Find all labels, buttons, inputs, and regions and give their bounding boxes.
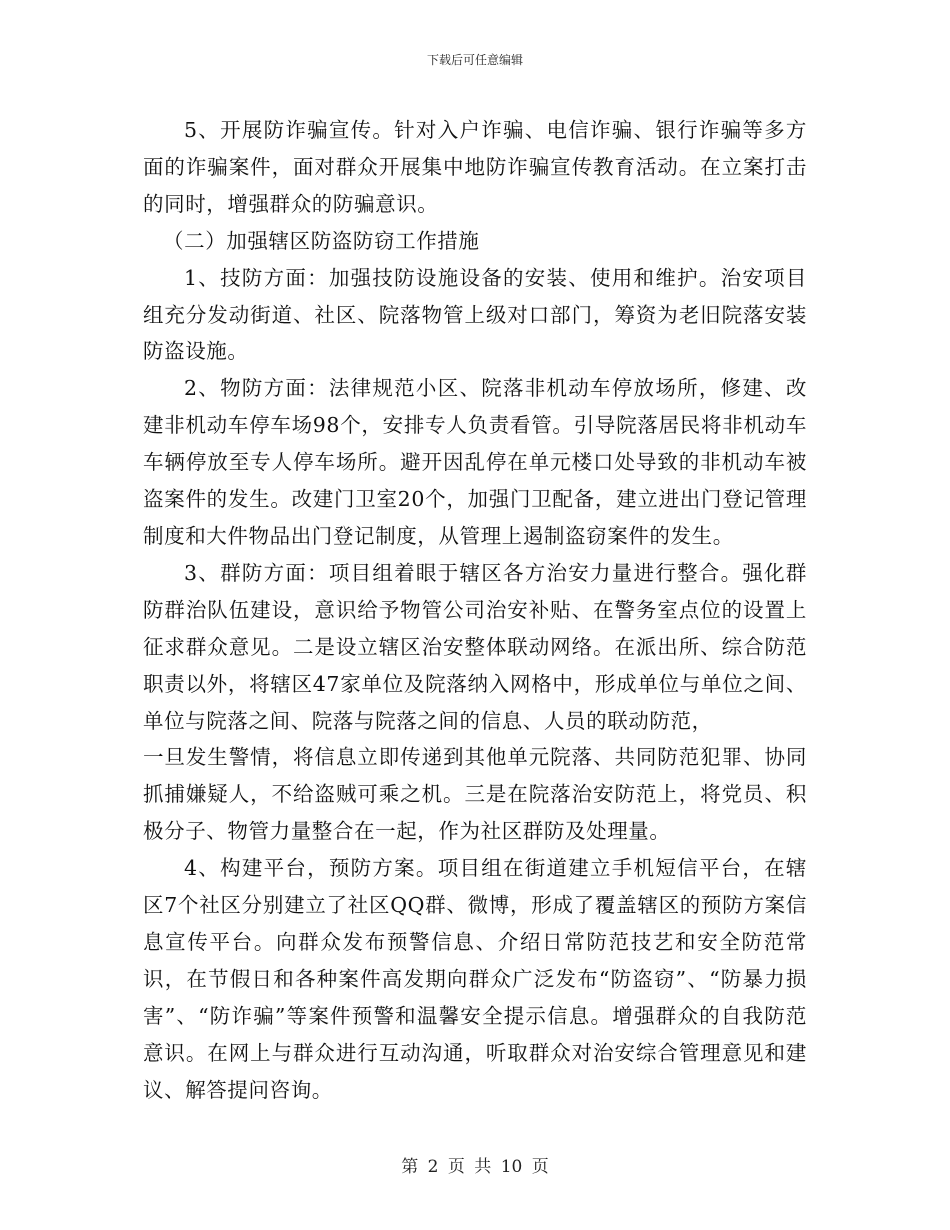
- paragraph-platform-building: 4、构建平台，预防方案。项目组在街道建立手机短信平台，在辖区7个社区分别建立了社区QQ群、微博，形成了覆盖辖区的预防方案信息宣传平台。向群众发布预警信息、介绍日常防范技艺和安全防范常识，在节假日和各种案件高发期向群众广泛发布“防盗窃”、“防暴力损害”、“防诈骗”等案件预警和温馨安全提示信息。增强群众的自我防范意识。在网上与群众进行互动沟通，听取群众对治安综合管理意见和建议、解答提问咨询。: [143, 856, 807, 1102]
- page-number-footer: 第 2 页 共 10 页: [401, 1157, 549, 1177]
- document-body: [143, 112, 807, 1108]
- section-heading-anti-theft-measures: （二）加强辖区防盗防窃工作措施: [163, 228, 480, 253]
- paragraph-mass-prevention: 3、群防方面：项目组着眼于辖区各方治安力量进行整合。强化群防群治队伍建设，意识给予物管公司治安补贴、在警务室点位的设置上征求群众意见。二是设立辖区治安整体联动网络。在派出所、综合防范职责以外，将辖区47家单位及院落纳入网格中，形成单位与单位之间、单位与院落之间、院落与院落之间的信息、人员的联动防范， 一旦发生警情，将信息立即传递到其他单元院落、共同防范犯罪、协同抓捕嫌疑人，不给盗贼可乘之机。三是在院落治安防范上，将党员、积极分子、物管力量整合在一起，作为社区群防及处理量。: [143, 560, 807, 844]
- paragraph-physical-prevention: 2、物防方面：法律规范小区、院落非机动车停放场所，修建、改建非机动车停车场98个，安排专人负责看管。引导院落居民将非机动车车辆停放至专人停车场所。避开因乱停在单元楼口处导致的非机动车被盗案件的发生。改建门卫室20个，加强门卫配备，建立进出门登记管理制度和大件物品出门登记制度，从管理上遏制盗窃案件的发生。: [143, 376, 807, 548]
- page-header: 下载后可任意编辑: [426, 53, 523, 67]
- paragraph-anti-fraud-publicity: 5、开展防诈骗宣传。针对入户诈骗、电信诈骗、银行诈骗等多方面的诈骗案件，面对群众开展集中地防诈骗宣传教育活动。在立案打击的同时，增强群众的防骗意识。: [143, 118, 807, 216]
- paragraph-technical-prevention: 1、技防方面：加强技防设施设备的安装、使用和维护。治安项目组充分发动街道、社区、院落物管上级对口部门，筹资为老旧院落安装防盗设施。: [143, 265, 807, 364]
